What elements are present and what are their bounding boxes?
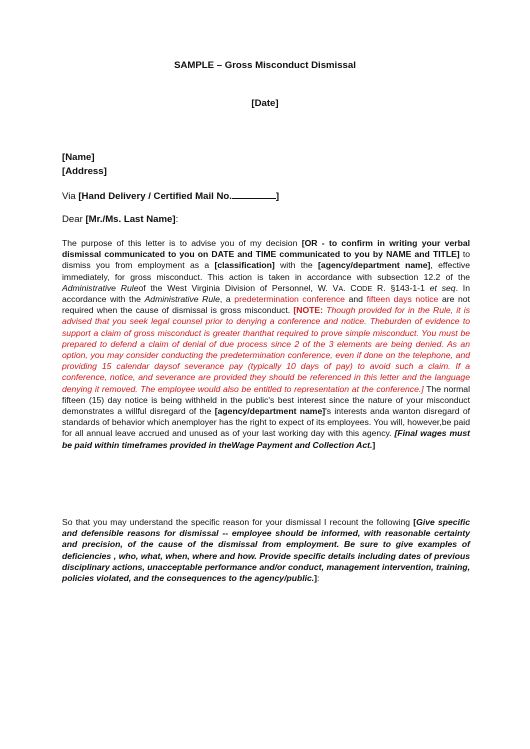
p1-agency-name: [agency/department name]: [214, 406, 326, 417]
p1-text: R. §143-1-1: [372, 282, 430, 293]
via-prefix: Via: [62, 191, 79, 202]
delivery-line: [62, 190, 279, 202]
p2-bracket: ]: [314, 573, 318, 584]
p1-note-label: [NOTE:: [293, 305, 323, 316]
p1-text: 's interests anda wanton disregard of standards of behavior which anemployer has the right to expect of its employees. You will, however,be paid for all annual leave accrued and unused as of your last working day with this agency.: [62, 406, 470, 439]
salutation-suffix: :: [175, 214, 179, 225]
p1-agency-name: [agency/department name]: [318, 260, 431, 271]
p1-text: with the: [274, 260, 319, 271]
delivery-method: [Hand Delivery / Certified Mail No.: [78, 191, 232, 202]
p1-classification: [classification]: [214, 260, 275, 271]
p1-final-wages-note: [Final wages must be paid within timeframes provided in theWage Payment and Collection Act.: [62, 428, 470, 450]
paragraph-reasons: [62, 517, 470, 584]
salutation-name: [Mr./Ms. Last Name]: [85, 214, 176, 225]
p2-text: :: [317, 573, 320, 584]
p2-bracket: [: [413, 517, 417, 527]
p1-text: of the West Virginia Division of Personnel, W. V: [138, 282, 339, 293]
p2-reasons-instructions: Give specific and defensible reasons for dismissal -- employee should be informed, with reasonable certainty and precision, of the cause of the dismissal from employment. Be sure to give examples of deficiencies , who, what, when, where and how. Provide specific details including dates of previous disciplinary actions, unacceptable performance and/or conduct, management intervention, training, policies violated, and the consequences to the agency/public.: [62, 517, 470, 584]
mail-number-blank: [232, 190, 276, 199]
recipient-address: [Address]: [62, 166, 107, 177]
p1-text: . In accordance with the: [62, 282, 470, 305]
p1-et-seq: et seq: [429, 282, 456, 293]
p1-smallcaps: A: [338, 283, 344, 293]
delivery-close: ]: [275, 191, 280, 202]
p1-text: to dismiss you from employment as a: [62, 249, 470, 271]
p1-verbal-dismissal-option: [OR - to confirm in writing your verbal dismissal communicated to you on DATE and TIME communicated to you by NAME and TITLE]: [62, 238, 470, 260]
recipient-name: [Name]: [62, 152, 95, 163]
paragraph-dismissal-notice: [62, 238, 470, 451]
salutation: [62, 214, 178, 225]
p1-smallcaps: ODE: [356, 283, 373, 293]
p1-predetermination-conference: predetermination conference: [234, 294, 345, 305]
p1-text: , effective immediately, for gross misconduct. This action is taken in accordance with subsection 12.2 of the: [62, 260, 470, 282]
p1-rule-name: Administrative Rule: [62, 282, 139, 293]
date-placeholder: [Date]: [251, 98, 279, 109]
p1-rule-name: Administrative Rule: [144, 294, 220, 305]
p1-text: are not required when the cause of dismissal is gross misconduct.: [62, 294, 470, 316]
p1-text: and: [344, 294, 367, 305]
p1-text: The normal fifteen (15) day notice is being withheld in the public's best interest since the nature of your misconduct demonstrates a willful disregard of the: [62, 383, 470, 417]
p1-bracket: ]: [372, 439, 376, 450]
salutation-prefix: Dear: [62, 214, 86, 225]
p1-fifteen-days-notice: fifteen days notice: [366, 294, 439, 305]
document-title: SAMPLE – Gross Misconduct Dismissal: [174, 60, 356, 71]
p1-text: . C: [343, 282, 357, 293]
p1-note: Though provided for in the Rule, it is advised that you seek legal counsel prior to denying a conference and notice. Theburden of evidence to support a claim of gross misconduct is greater thanthat required to prove simple misconduct. You must be prepared to defend a claim of denial of due process since 2 of the 3 elements are being denied. As an option, you may consider conducting the predetermination conference, even if done on the telephone, and providing 15 calendar daysof severance pay (typically 10 days of pay) to avoid such a claim. If a conference, notice, and severance are provided they should be referenced in this letter and the language denying it removed. The employee would also be entitled to representation at the conference.]: [62, 305, 470, 394]
p2-text: So that you may understand the specific reason for your dismissal I recount the following: [62, 517, 414, 527]
p1-text: The purpose of this letter is to advise you of my decision: [62, 238, 302, 248]
p1-text: , a: [219, 294, 235, 305]
